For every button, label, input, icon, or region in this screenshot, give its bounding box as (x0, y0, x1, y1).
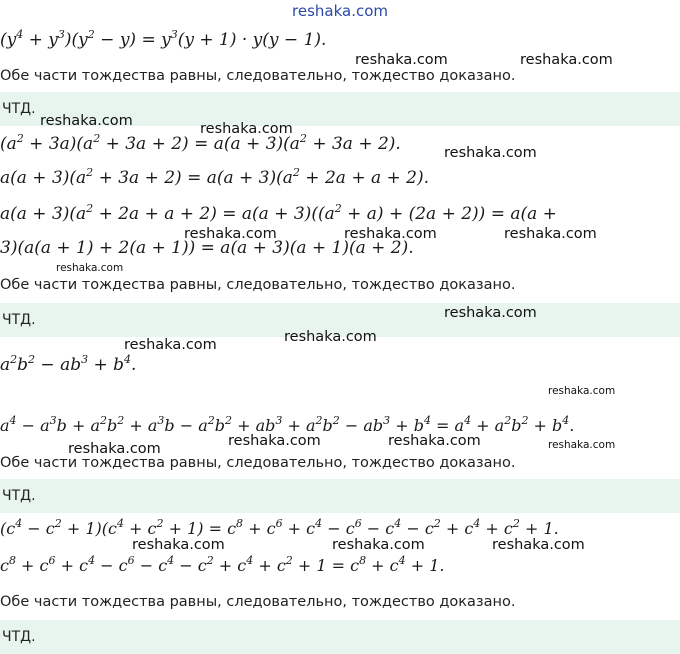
watermark: reshaka.com (548, 385, 616, 397)
watermark: reshaka.com (68, 441, 161, 457)
qed-band (0, 479, 680, 513)
equation-line: $a(a + 3)(a^2 + 2a + a + 2) = a(a + 3)((a^2 + a) + (2a + 2)) = a(a$ + (0, 202, 557, 224)
qed-band (0, 620, 680, 654)
equation-line: $a^4 - a^3b + a^2b^2 + a^3b - a^2b^2 + ab^3 + a^2b^2 - ab^3 + b^4 = a^4 + a^2b^2 + b^4$. (0, 414, 575, 435)
equation-line: $(c^4 - c^2 + 1)(c^4 + c^2 + 1) = c^8 + c^6 + c^4 - c^6 - c^4 - c^2 + c^4 + c^2 + 1$. (0, 517, 559, 538)
equation-line: $(y^4 + y^3)(y^2 - y) = y^3(y + 1) \cdot y(y - 1)$. (0, 28, 327, 50)
watermark: reshaka.com (292, 2, 388, 20)
watermark: reshaka.com (520, 52, 613, 68)
conclusion-text: Обе части тождества равны, следовательно, тождество доказано. (0, 455, 516, 471)
watermark: reshaka.com (355, 52, 448, 68)
watermark: reshaka.com (332, 537, 425, 553)
conclusion-text: Обе части тождества равны, следовательно, тождество доказано. (0, 68, 516, 84)
watermark: reshaka.com (124, 337, 217, 353)
equation-line: 3)(a(a + 1) + 2(a + 1)) = a(a + 3)(a + 1)(a + 2). (0, 238, 414, 258)
watermark: reshaka.com (492, 537, 585, 553)
qed-label: ЧТД. (2, 488, 36, 504)
watermark: reshaka.com (504, 226, 597, 242)
watermark: reshaka.com (40, 113, 133, 129)
equation-line: $c^8 + c^6 + c^4 - c^6 - c^4 - c^2 + c^4 + c^2 + 1 = c^8 + c^4 + 1$. (0, 554, 445, 575)
watermark: reshaka.com (228, 433, 321, 449)
watermark: reshaka.com (444, 305, 537, 321)
watermark: reshaka.com (548, 439, 616, 451)
equation-line: $a(a + 3)(a^2 + 3a + 2) = a(a + 3)(a^2 + 2a + a + 2)$. (0, 166, 429, 188)
watermark: reshaka.com (344, 226, 437, 242)
conclusion-text: Обе части тождества равны, следовательно, тождество доказано. (0, 277, 516, 293)
watermark: reshaka.com (388, 433, 481, 449)
qed-label: ЧТД. (2, 101, 36, 117)
equation-line: $(a^2 + 3a)(a^2 + 3a + 2) = a(a + 3)(a^2 + 3a + 2)$. (0, 132, 401, 154)
qed-label: ЧТД. (2, 312, 36, 328)
watermark: reshaka.com (132, 537, 225, 553)
watermark: reshaka.com (284, 329, 377, 345)
watermark: reshaka.com (56, 262, 124, 274)
equation-line: $a^2b^2 - ab^3 + b^4$. (0, 353, 137, 375)
watermark: reshaka.com (444, 145, 537, 161)
qed-label: ЧТД. (2, 629, 36, 645)
watermark: reshaka.com (184, 226, 277, 242)
watermark: reshaka.com (200, 121, 293, 137)
conclusion-text: Обе части тождества равны, следовательно, тождество доказано. (0, 594, 516, 610)
